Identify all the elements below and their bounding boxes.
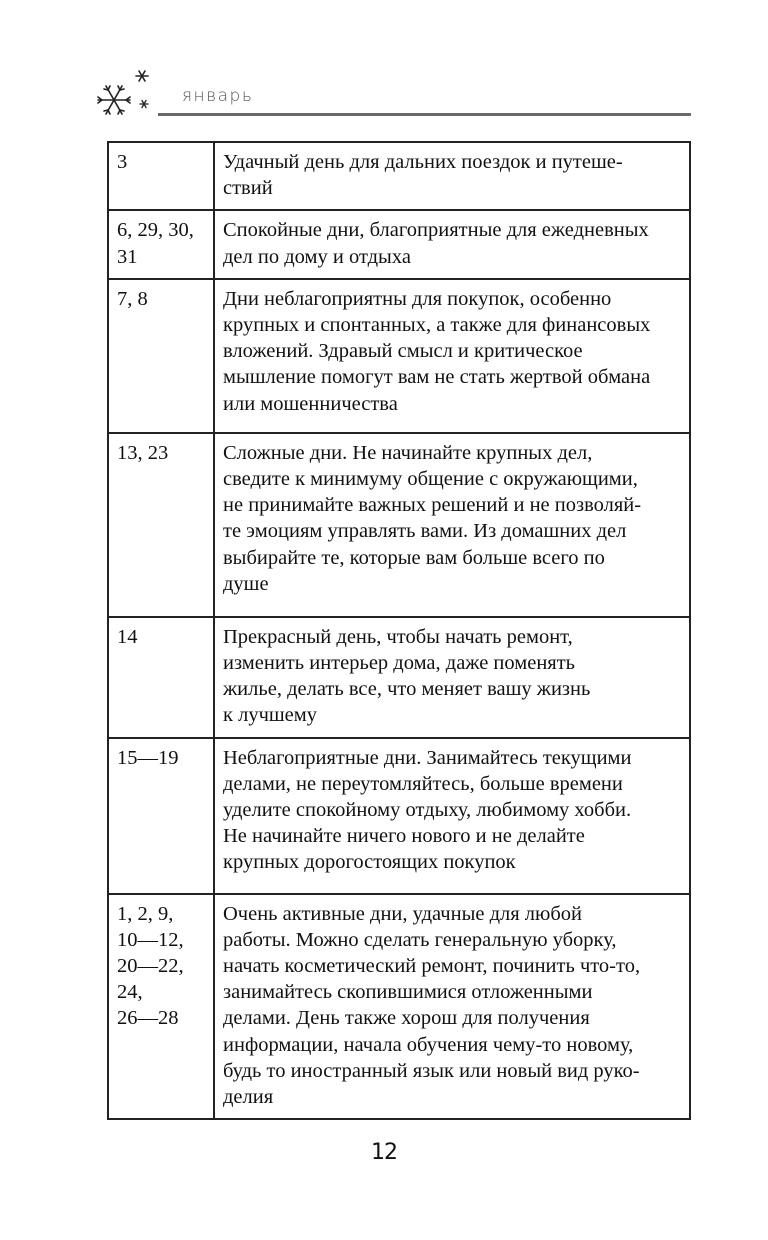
description-cell: Удачный день для дальних поездок и путеше- ствий — [214, 142, 690, 210]
table-row — [108, 279, 690, 433]
table-row — [108, 738, 690, 894]
days-cell: 6, 29, 30, 31 — [108, 210, 214, 278]
description-cell: Спокойные дни, благоприятные для ежедневных дел по дому и отдыха — [214, 210, 690, 278]
page-header — [0, 0, 768, 130]
description-cell: Сложные дни. Не начинайте крупных дел, сведите к минимуму общение с окружающими, не принимайте важных решений и не позволяй- те эмоциям управлять вами. Из домашних дел выбирайте те, которые вам больше всего по душе — [214, 433, 690, 617]
days-cell: 15—19 — [108, 738, 214, 894]
description-cell: Очень активные дни, удачные для любой работы. Можно сделать генеральную уборку, начать косметический ремонт, починить что-то, занимайтесь скопившимися отложенными делами. День также хорош для получения информации, начала обучения чему-то новому, будь то иностранный язык или новый вид руко- делия — [214, 894, 690, 1120]
days-cell: 14 — [108, 617, 214, 738]
description-cell: Прекрасный день, чтобы начать ремонт, изменить интерьер дома, даже поменять жилье, делать все, что меняет вашу жизнь к лучшему — [214, 617, 690, 738]
days-cell: 1, 2, 9, 10—12, 20—22, 24, 26—28 — [108, 894, 214, 1120]
table-row — [108, 894, 690, 1120]
header-rule — [158, 113, 691, 116]
snowflakes-icon — [90, 68, 160, 124]
days-cell: 7, 8 — [108, 279, 214, 433]
month-title: январь — [182, 86, 254, 106]
table-row — [108, 210, 690, 278]
description-cell: Дни неблагоприятны для покупок, особенно крупных и спонтанных, а также для финансовых вложений. Здравый смысл и критическое мышление помогут вам не стать жертвой обмана или мошенничества — [214, 279, 690, 433]
description-cell: Неблагоприятные дни. Занимайтесь текущими делами, не переутомляйтесь, больше времени уделите спокойному отдыху, любимому хобби. Не начинайте ничего нового и не делайте крупных дорогостоящих покупок — [214, 738, 690, 894]
page-number: 12 — [371, 1140, 397, 1165]
days-cell: 3 — [108, 142, 214, 210]
days-cell: 13, 23 — [108, 433, 214, 617]
table-row — [108, 617, 690, 738]
days-table — [107, 141, 691, 1120]
table-row — [108, 433, 690, 617]
table-row — [108, 142, 690, 210]
